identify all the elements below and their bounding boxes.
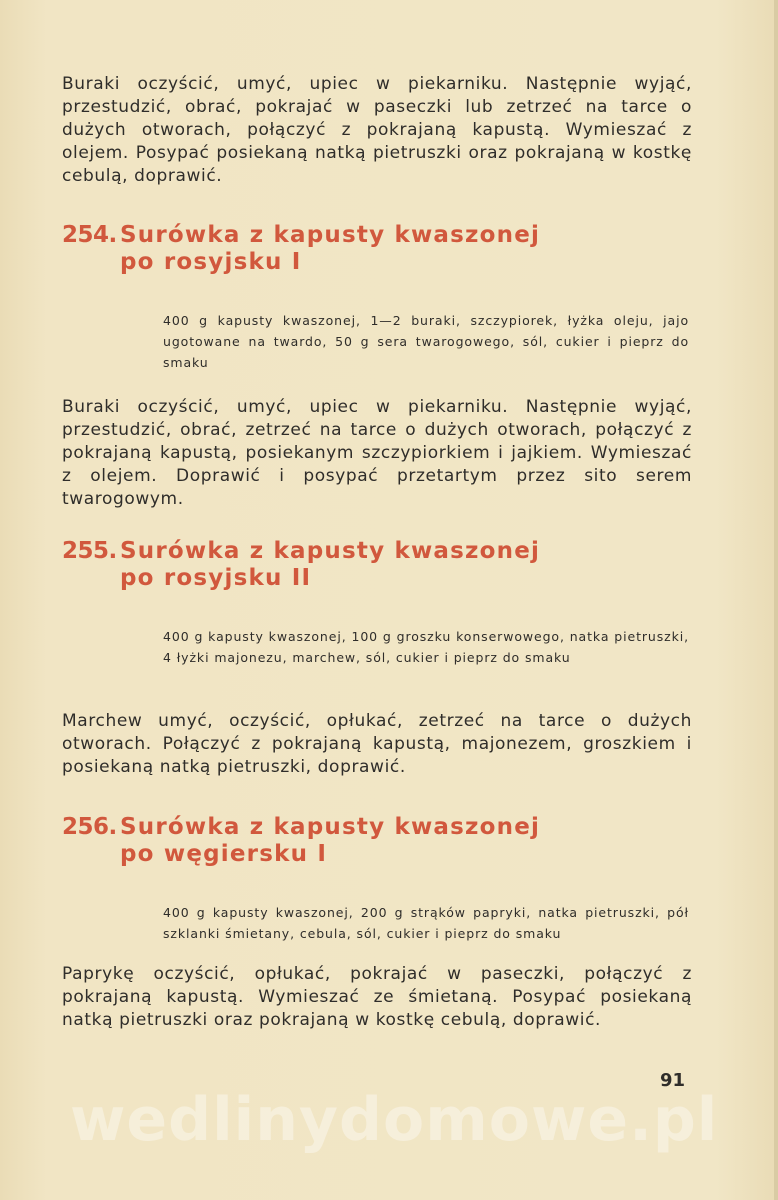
recipe-instructions-254: Buraki oczyścić, umyć, upiec w piekarniku. Następnie wyjąć, przestudzić, obrać, zetrzeć na tarce o dużych otworach, połączyć z pokrajaną kapustą, posiekanym szczypiorkiem i jajkiem. Wymieszać z olejem. Doprawić i posypać przetartym przez sito serem twarogowym. [62, 397, 692, 509]
recipe-title-line2: po rosyjsku I [120, 249, 302, 275]
page-edge [774, 0, 778, 1200]
recipe-number: 254. [62, 222, 117, 248]
recipe-ingredients-256: 400 g kapusty kwaszonej, 200 g strąków papryki, natka pietruszki, pół szklanki śmietany, cebula, sól, cukier i pieprz do smaku [163, 905, 689, 941]
recipe-heading-255 [62, 538, 540, 592]
recipe-title-line1: Surówka z kapusty kwaszonej [120, 538, 541, 564]
recipe-title-line1: Surówka z kapusty kwaszonej [120, 814, 541, 840]
recipe-heading-254 [62, 222, 540, 276]
recipe-number: 256. [62, 814, 117, 840]
recipe-instructions-255: Marchew umyć, oczyścić, opłukać, zetrzeć na tarce o dużych otworach. Połączyć z pokrajaną kapustą, majonezem, groszkiem i posiekaną natką pietruszki, doprawić. [62, 711, 692, 777]
watermark: wedlinydomowe.pl [70, 1085, 719, 1155]
recipe-ingredients-255: 400 g kapusty kwaszonej, 100 g groszku konserwowego, natka pietruszki, 4 łyżki majonezu, marchew, sól, cukier i pieprz do smaku [163, 629, 689, 665]
recipe-heading-256 [62, 814, 540, 868]
recipe-title-line1: Surówka z kapusty kwaszonej [120, 222, 541, 248]
recipe-number: 255. [62, 538, 117, 564]
recipe-title-line2: po rosyjsku II [120, 565, 312, 591]
recipe-title-line2: po węgiersku I [120, 841, 328, 867]
recipe-ingredients-254: 400 g kapusty kwaszonej, 1—2 buraki, szczypiorek, łyżka oleju, jajo ugotowane na twardo, 50 g sera twarogowego, sól, cukier i pieprz do smaku [163, 313, 689, 370]
page-number: 91 [660, 1070, 686, 1091]
recipe-instructions-256: Paprykę oczyścić, opłukać, pokrajać w paseczki, połączyć z pokrajaną kapustą. Wymieszać ze śmietaną. Posypać posiekaną natką pietruszki oraz pokrajaną w kostkę cebulą, doprawić. [62, 964, 692, 1030]
recipe-instructions-continued: Buraki oczyścić, umyć, upiec w piekarniku. Następnie wyjąć, przestudzić, obrać, pokrajać w paseczki lub zetrzeć na tarce o dużych otworach, połączyć z pokrajaną kapustą. Wymieszać z olejem. Posypać posiekaną natką pietruszki oraz pokrajaną w kostkę cebulą, doprawić. [62, 74, 692, 186]
